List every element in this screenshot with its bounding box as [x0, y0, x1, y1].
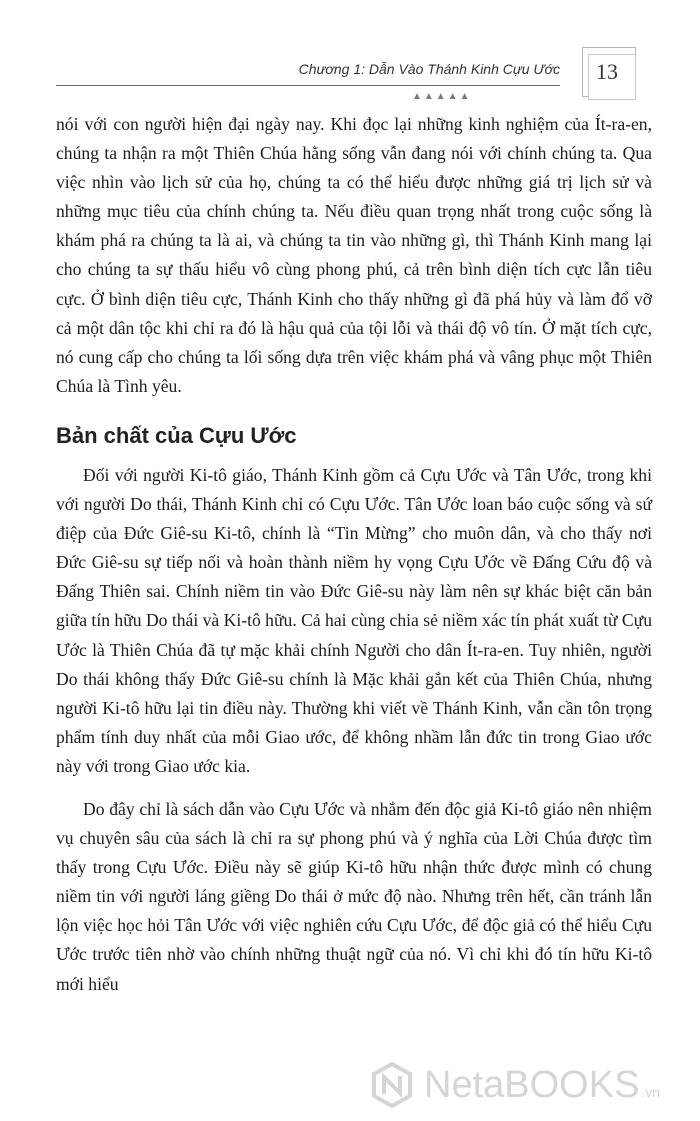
netabooks-logo-icon	[368, 1061, 416, 1109]
paragraph: Đối với người Ki-tô giáo, Thánh Kinh gồm cả Cựu Ước và Tân Ước, trong khi với người Do thái, Thánh Kinh chỉ có Cựu Ước. Tân Ước loan báo cuộc sống và sứ điệp của Đức Giê-su Ki-tô, chính là “Tin Mừng” cho muôn dân, và cho thấy nơi Đức Giê-su sự tiếp nối và hoàn thành niềm hy vọng Cựu Ước về Đấng Cứu độ và Đấng Thiên sai. Chính niềm tin vào Đức Giê-su này làm nên sự khác biệt căn bản giữa tín hữu Do thái và Ki-tô hữu. Cả hai cùng chia sẻ niềm xác tín phát xuất từ Cựu Ước là Thiên Chúa đã tự mặc khải chính Người cho dân Ít-ra-en. Tuy nhiên, người Do thái không thấy Đức Giê-su chính là Mặc khải gắn kết của Thiên Chúa, nhưng người Ki-tô hữu lại tin điều này. Thường khi viết về Thánh Kinh, vẫn cần tôn trọng phẩm tính duy nhất của mỗi Giao ước, để không nhầm lẫn đức tin trong Giao ước này với trong Giao ước kia.	[56, 464, 652, 776]
section-heading: Bản chất của Cựu Ước	[56, 422, 297, 448]
page-body	[56, 110, 652, 1013]
page-number-box	[582, 47, 638, 99]
header-ornament: ▲▲▲▲▲	[412, 91, 472, 102]
watermark	[368, 1055, 660, 1115]
watermark-suffix: .vn	[641, 1084, 661, 1100]
page-header	[0, 0, 700, 110]
paragraph-continued: nói với con người hiện đại ngày nay. Khi đọc lại những kinh nghiệm của Ít-ra-en, chúng ta nhận ra một Thiên Chúa hằng sống vẫn đang nói với chính chúng ta. Qua việc nhìn vào lịch sử của họ, chúng ta có thể hiểu được những giá trị lịch sử và những mục tiêu của chính chúng ta. Nếu điều quan trọng nhất trong cuộc sống là khám phá ra chúng ta là ai, và chúng ta tin vào những gì, thì Thánh Kinh mang lại cho chúng ta sự thấu hiểu vô cùng phong phú, cả trên bình diện tích cực lẫn tiêu cực. Ở bình diện tiêu cực, Thánh Kinh cho thấy những gì đã phá hủy và làm đổ vỡ cả một dân tộc khi chỉ ra đó là hậu quả của tội lỗi và thái độ vô tín. Ở mặt tích cực, nó cung cấp cho chúng ta lối sống dựa trên việc khám phá và vâng phục một Thiên Chúa là Tình yêu.	[56, 114, 652, 396]
paragraph: Do đây chỉ là sách dẫn vào Cựu Ước và nhắm đến độc giả Ki-tô giáo nên nhiệm vụ chuyên sâu của sách là chỉ ra sự phong phú và ý nghĩa của Lời Chúa được tìm thấy trong Cựu Ước. Điều này sẽ giúp Ki-tô hữu nhận thức được mình có chung niềm tin với người láng giềng Do thái ở mức độ nào. Nhưng trên hết, cần tránh lẫn lộn việc học hỏi Tân Ước với việc nghiên cứu Cựu Ước, để độc giả có thể hiểu Cựu Ước trước tiên nhờ vào chính những thuật ngữ của nó. Vì chỉ khi đó tín hữu Ki-tô mới hiểu	[56, 798, 652, 994]
header-rule	[56, 85, 560, 86]
chapter-title: Chương 1: Dẫn Vào Thánh Kinh Cựu Ước	[298, 61, 560, 77]
page-number: 13	[596, 59, 618, 84]
watermark-brand: NetaBOOKS	[424, 1063, 640, 1106]
